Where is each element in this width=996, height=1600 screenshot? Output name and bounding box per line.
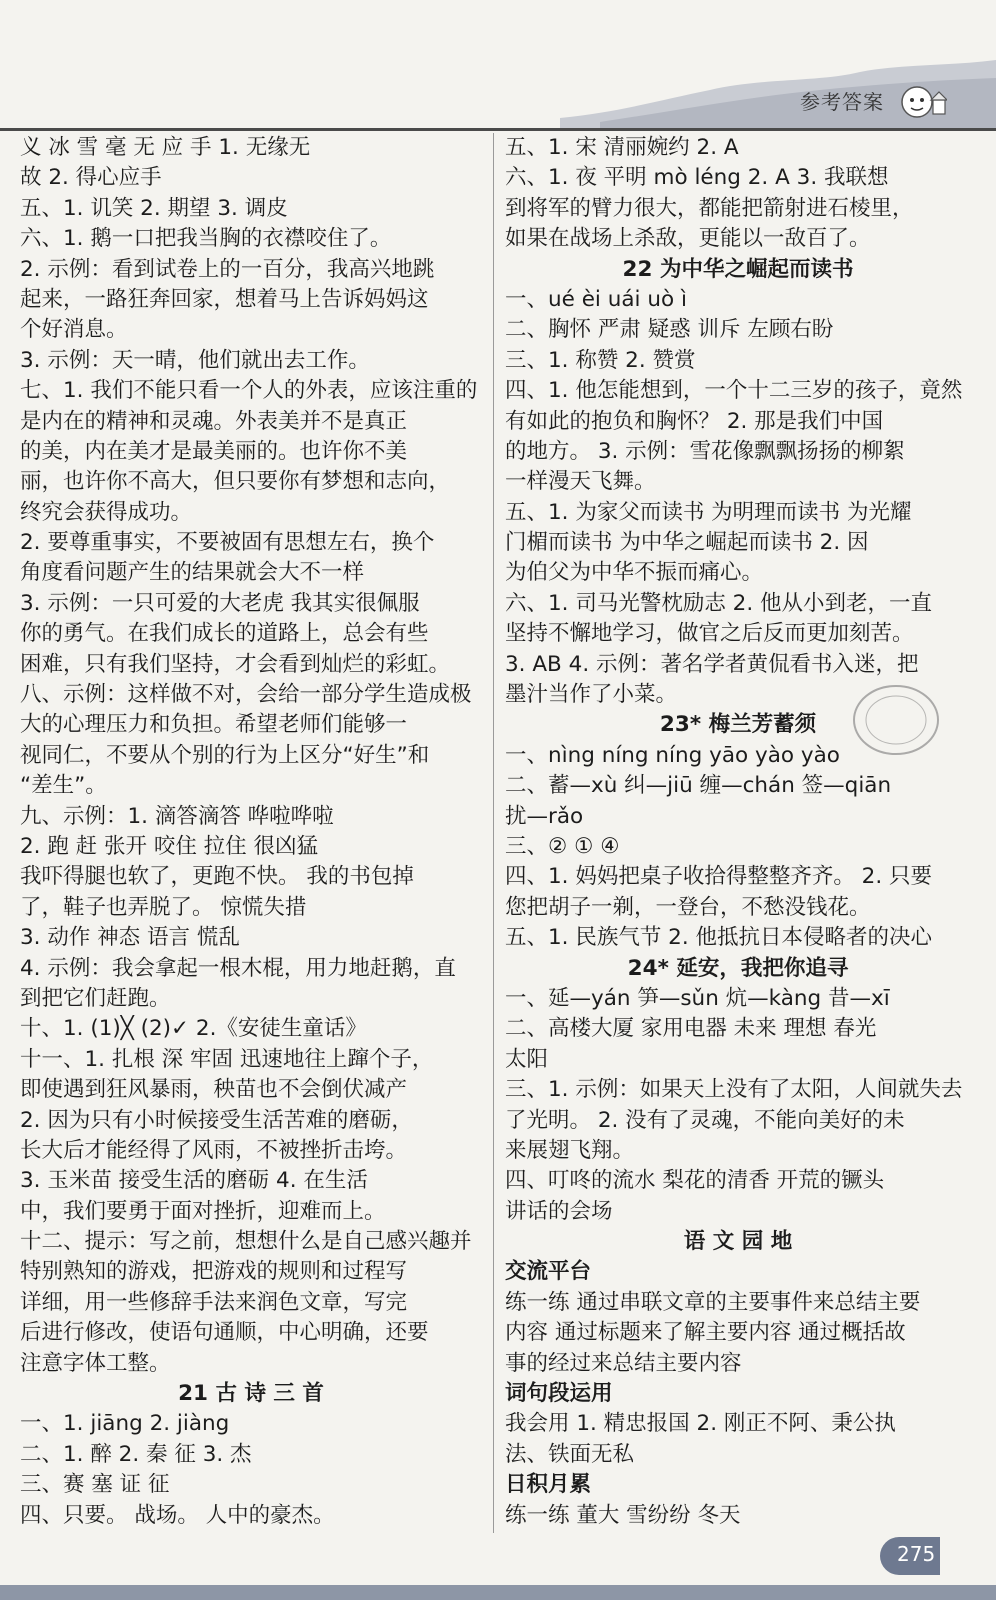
text-line: 你的勇气。在我们成长的道路上，总会有些 (20, 621, 429, 647)
text-line: 长大后才能经得了风雨，不被挫折击垮。 (20, 1137, 408, 1163)
text-line: 六、1. 鹅一口把我当胸的衣襟咬住了。 (20, 226, 392, 252)
text-line: 一、nìng níng níng yāo yào yào (505, 742, 840, 768)
text-line: 三、② ① ④ (505, 833, 620, 859)
text-line: 一、延—yán 笋—sǔn 炕—kàng 昔—xī (505, 985, 890, 1011)
text-line: 3. 玉米苗 接受生活的磨砺 4. 在生活 (20, 1168, 368, 1194)
text-line: 二、1. 醉 2. 秦 征 3. 杰 (20, 1441, 252, 1467)
text-line: 3. AB 4. 示例：著名学者黄侃看书入迷，把 (505, 651, 919, 677)
text-line: 二、胸怀 严肃 疑惑 训斥 左顾右盼 (505, 317, 834, 343)
text-line: 墨汁当作了小菜。 (505, 682, 678, 708)
text-line: 我吓得腿也软了，更跑不快。 我的书包掉 (20, 864, 414, 890)
text-line: 坚持不懈地学习，做官之后反而更加刻苦。 (505, 621, 914, 647)
text-line: 六、1. 夜 平明 mò léng 2. A 3. 我联想 (505, 165, 889, 191)
text-line: 练一练 董大 雪纷纷 冬天 (505, 1502, 741, 1528)
lesson-heading: 21 古 诗 三 首 (178, 1381, 324, 1407)
text-line: 3. 动作 神态 语言 慌乱 (20, 925, 240, 951)
text-line: 困难，只有我们坚持，才会看到灿烂的彩虹。 (20, 651, 451, 677)
text-line: 后进行修改，使语句通顺，中心明确，还要 (20, 1320, 429, 1346)
text-line: 义 冰 雪 毫 无 应 手 1. 无缘无 (20, 135, 311, 160)
text-line: 2. 示例：看到试卷上的一百分，我高兴地跳 (20, 256, 435, 282)
text-line: 丽，也许你不高大，但只要你有梦想和志向， (20, 469, 451, 495)
text-line: 一样漫天飞舞。 (505, 469, 656, 495)
subsection-label: 日积月累 (505, 1472, 592, 1498)
text-line: 3. 示例：天一晴，他们就出去工作。 (20, 347, 370, 373)
footer-band (0, 1585, 996, 1600)
text-line: 3. 示例：一只可爱的大老虎 我其实很佩服 (20, 590, 420, 616)
text-line: 六、1. 司马光警枕励志 2. 他从小到老，一直 (505, 590, 933, 616)
subsection-label: 词句段运用 (505, 1381, 613, 1407)
text-line: 2. 跑 赶 张开 咬住 拉住 很凶猛 (20, 833, 319, 859)
text-line: 五、1. 讥笑 2. 期望 3. 调皮 (20, 195, 288, 221)
stamp-icon (850, 680, 942, 760)
text-line: 五、1. 宋 清丽婉约 2. A (505, 135, 739, 160)
text-line: 七、1. 我们不能只看一个人的外表，应该注重的 (20, 378, 478, 404)
text-line: 起来，一路狂奔回家，想着马上告诉妈妈这 (20, 286, 429, 312)
text-line: 一、ué èi uái uò ì (505, 286, 687, 312)
text-line: 十、1. (1)╳ (2)✓ 2.《安徒生童话》 (20, 1016, 367, 1042)
text-line: 是内在的精神和灵魂。外表美并不是真正 (20, 408, 408, 434)
text-line: 五、1. 为家父而读书 为明理而读书 为光耀 (505, 499, 912, 525)
subsection-label: 交流平台 (505, 1259, 592, 1285)
text-line: 您把胡子一剃，一登台，不愁没钱花。 (505, 894, 871, 920)
text-line: 有如此的抱负和胸怀？ 2. 那是我们中国 (505, 408, 884, 434)
text-line: 练一练 通过串联文章的主要事件来总结主要 (505, 1289, 921, 1315)
text-line: 内容 通过标题来了解主要内容 通过概括故 (505, 1320, 906, 1346)
header-rule (0, 128, 996, 131)
header-label: 参考答案 (800, 90, 884, 114)
text-line: 四、叮咚的流水 梨花的清香 开荒的镢头 (505, 1168, 885, 1194)
text-line: 扰—rǎo (505, 803, 584, 829)
page-number: 275 (897, 1542, 936, 1566)
text-line: 法、铁面无私 (505, 1441, 635, 1467)
mascot-icon (895, 78, 947, 124)
text-line: 讲话的会场 (505, 1198, 613, 1224)
text-line: 十一、1. 扎根 深 牢固 迅速地往上蹿个子， (20, 1046, 434, 1072)
text-line: 二、蓄—xù 纠—jiū 缠—chán 签—qiān (505, 773, 892, 799)
text-line: 的美，内在美才是最美丽的。也许你不美 (20, 438, 408, 464)
text-line: 终究会获得成功。 (20, 499, 193, 525)
right-column (505, 133, 971, 1531)
text-line: 4. 示例：我会拿起一根木棍，用力地赶鹅，直 (20, 955, 456, 981)
lesson-heading: 24* 延安，我把你追寻 (627, 955, 849, 981)
text-line: 太阳 (505, 1046, 549, 1072)
text-line: 我会用 1. 精忠报国 2. 刚正不阿、秉公执 (505, 1411, 896, 1437)
text-line: 九、示例：1. 滴答滴答 哗啦哗啦 (20, 803, 334, 829)
text-line: 三、1. 示例：如果天上没有了太阳，人间就失去 (505, 1077, 963, 1103)
text-line: 十二、提示：写之前，想想什么是自己感兴趣并 (20, 1229, 472, 1255)
text-line: 视同仁，不要从个别的行为上区分“好生”和 (20, 742, 430, 768)
text-line: 四、1. 妈妈把桌子收拾得整整齐齐。 2. 只要 (505, 864, 933, 890)
text-line: 到把它们赶跑。 (20, 985, 171, 1011)
text-line: 了，鞋子也弄脱了。 惊慌失措 (20, 894, 307, 920)
text-line: 即使遇到狂风暴雨，秧苗也不会倒伏减产 (20, 1077, 408, 1103)
text-line: 2. 因为只有小时候接受生活苦难的磨砺， (20, 1107, 413, 1133)
text-line: 如果在战场上杀敌，更能以一敌百了。 (505, 226, 871, 252)
text-line: 四、1. 他怎能想到，一个十二三岁的孩子，竟然 (505, 378, 963, 404)
text-line: 到将军的臂力很大，都能把箭射进石棱里， (505, 195, 914, 221)
text-line: 三、1. 称赞 2. 赞赏 (505, 347, 696, 373)
text-line: 来展翅飞翔。 (505, 1137, 635, 1163)
text-line: 角度看问题产生的结果就会大不一样 (20, 560, 365, 586)
text-line: 大的心理压力和负担。希望老师们能够一 (20, 712, 408, 738)
text-line: 二、高楼大厦 家用电器 未来 理想 春光 (505, 1016, 877, 1042)
text-line: 特别熟知的游戏，把游戏的规则和过程写 (20, 1259, 408, 1285)
text-line: 的地方。 3. 示例：雪花像飘飘扬扬的柳絮 (505, 438, 905, 464)
lesson-heading: 22 为中华之崛起而读书 (622, 256, 854, 282)
text-line: 注意字体工整。 (20, 1350, 171, 1376)
text-line: 事的经过来总结主要内容 (505, 1350, 742, 1376)
text-line: 2. 要尊重事实，不要被固有思想左右，换个 (20, 530, 435, 556)
text-line: 详细，用一些修辞手法来润色文章，写完 (20, 1289, 408, 1315)
text-line: 为伯父为中华不振而痛心。 (505, 560, 764, 586)
text-line: 了光明。 2. 没有了灵魂，不能向美好的未 (505, 1107, 905, 1133)
text-line: 门楣而读书 为中华之崛起而读书 2. 因 (505, 530, 869, 556)
text-line: 四、只要。 战场。 人中的豪杰。 (20, 1502, 335, 1528)
text-line: 个好消息。 (20, 317, 128, 343)
text-line: 中，我们要勇于面对挫折，迎难而上。 (20, 1198, 386, 1224)
text-line: 一、1. jiāng 2. jiàng (20, 1411, 230, 1437)
column-divider (493, 133, 494, 1533)
text-line: 三、赛 塞 证 征 (20, 1472, 170, 1498)
text-line: 故 2. 得心应手 (20, 165, 162, 191)
left-column (20, 133, 482, 1531)
text-line: 八、示例：这样做不对，会给一部分学生造成极 (20, 682, 472, 708)
lesson-heading: 23* 梅兰芳蓄须 (659, 712, 817, 738)
text-line: 五、1. 民族气节 2. 他抵抗日本侵略者的决心 (505, 925, 933, 951)
text-line: “差生”。 (20, 773, 107, 799)
section-heading: 语 文 园 地 (683, 1229, 793, 1255)
